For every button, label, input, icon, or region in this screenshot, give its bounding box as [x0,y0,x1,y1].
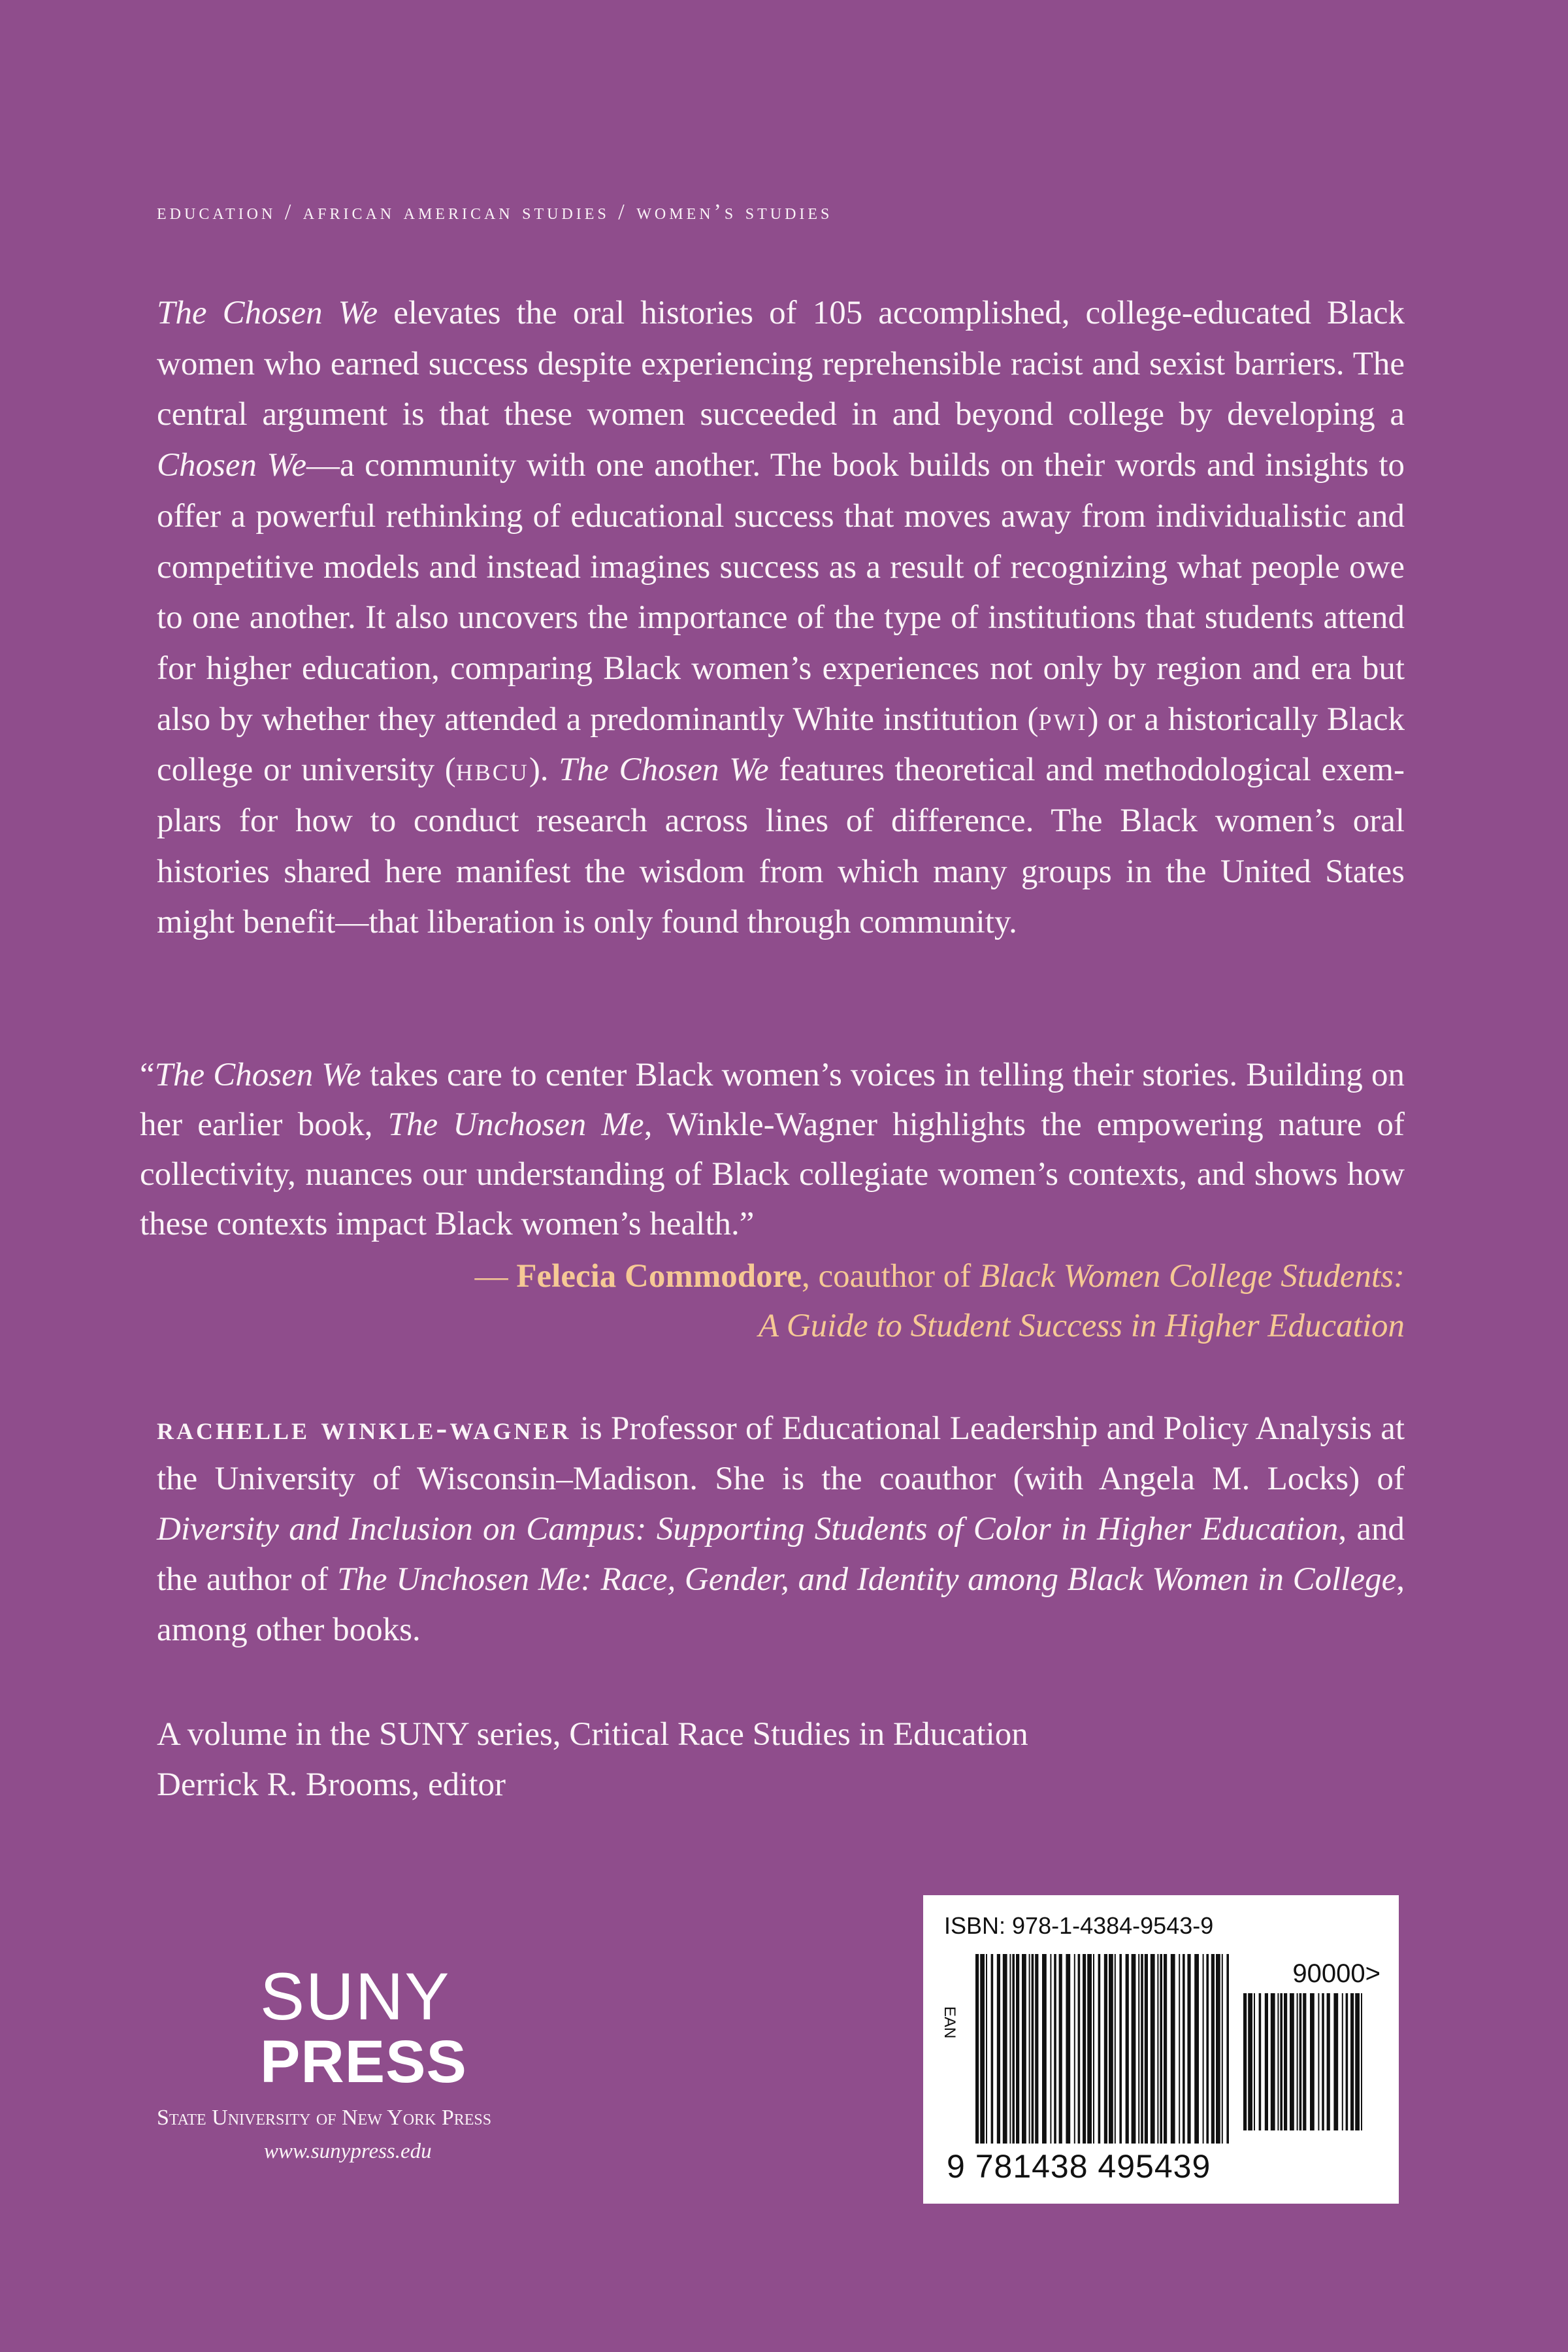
barcode-bars [975,1954,1230,2144]
barcode-bar [1284,1993,1287,2130]
barcode-bar [1187,1954,1190,2144]
barcode-bar [1243,1993,1247,2130]
barcode-bar [1054,1954,1056,2144]
barcode-bar [1355,1993,1360,2130]
barcode-bar [1171,1954,1175,2144]
endorsement-attribution: — Felecia Commodore, coauthor of Black Women College Students: A Guide to Student Success in Higher Education [474,1258,1405,1344]
book-description [157,288,1405,948]
barcode-bar [1280,1993,1282,2130]
barcode-bar [1254,1993,1255,2130]
barcode-bar [1342,1993,1343,2130]
isbn-barcode [923,1895,1399,2204]
barcode-bar [1119,1954,1122,2144]
barcode-addon-bars [1243,1993,1367,2130]
author-name: rachelle winkle-wagner [157,1410,572,1447]
barcode-bar [1318,1993,1319,2130]
barcode-bar [1145,1954,1148,2144]
barcode-bar [1271,1993,1275,2130]
barcode-bar [1087,1954,1092,2144]
barcode-bar [1157,1954,1158,2144]
barcode-bar [1138,1954,1139,2144]
barcode-bar [1310,1993,1315,2130]
publisher-url: www.sunypress.edu [264,2140,432,2163]
barcode-bar [1226,1954,1229,2144]
barcode-bar [1206,1954,1209,2144]
barcode-bar [1032,1954,1034,2144]
barcode-bar [1066,1954,1070,2144]
barcode-bar [1259,1993,1262,2130]
barcode-bar [1016,1954,1019,2144]
barcode-bar [1126,1954,1129,2144]
description-paragraph: The Chosen We elevates the oral histories of 105 accomplished, college-educated Black women who earned success despite experiencing reprehensible racist and sexist barriers. The central argument is that these women succeeded in and beyond college by developing a Chosen We—a community with one another. The book builds on their words and insights to offer a powerful rethinking of educational success that moves away from individualistic and competitive models and instead imagines success as a result of recognizing what people owe to one another. It also uncovers the importance of the type of institutions that students attend for higher education, comparing Black women’s experiences not only by region and era but also by whether they attended a predominantly White institution (pwi) or a historically Black college or university (hbcu). The Chosen We features theoretical and methodological exemplars for how to conduct research across lines of difference. The Black women’s oral histories shared here manifest the wisdom from which many groups in the United States might benefit—that liberation is only found through community. [157,295,1405,941]
book-title: The Chosen We [157,295,378,331]
barcode-bar [1098,1954,1101,2144]
barcode-bar [1074,1954,1075,2144]
barcode-bar [1277,1993,1279,2130]
barcode-bar [1083,1954,1086,2144]
barcode-bar [1042,1954,1047,2144]
barcode-bar [1003,1954,1007,2144]
barcode-bar [1115,1954,1116,2144]
barcode-bar [1194,1954,1199,2144]
barcode-bar [1109,1954,1113,2144]
barcode-bar [1029,1954,1030,2144]
barcode-bar [1179,1954,1180,2144]
barcode-bar [1035,1954,1038,2144]
barcode-bar [1203,1954,1204,2144]
isbn-label: ISBN: 978-1-4384-9543-9 [944,1912,1214,1939]
barcode-bar [1009,1954,1011,2144]
barcode-bar [1327,1993,1330,2130]
barcode-bar [1333,1993,1338,2130]
suny-press-logo: SUNY PRESS [260,1959,467,2095]
barcode-bar [997,1954,1000,2144]
barcode-bar [1132,1954,1136,2144]
barcode-bar [1050,1954,1051,2144]
barcode-bar [1222,1954,1223,2144]
barcode-bar [1093,1954,1094,2144]
barcode-bar [1361,1993,1362,2130]
author-bio: rachelle winkle-wagner is Professor of Educational Leadership and Policy Analysis at the University of Wisconsin–Madison. She is the coauthor (with Angela M. Locks) of Diversity and Inclusion on Campus: Supporting Students of Color in Higher Education, and the author of The Unchosen Me: Race, Gender, and Identity among Black Women in College, among other books. [157,1410,1405,1648]
barcode-bar [986,1954,987,2144]
price-code: 90000> [1292,1959,1380,1988]
barcode-bar [1104,1954,1107,2144]
barcode-bar [1350,1993,1354,2130]
barcode-bar [1303,1993,1306,2130]
barcode-bar [1265,1993,1268,2130]
barcode-bar [1248,1993,1252,2130]
barcode-bar [1216,1954,1220,2144]
barcode-bar [1299,1993,1302,2130]
barcode-bar [980,1954,985,2144]
barcode-bar [1141,1954,1143,2144]
subject-categories: education / african american studies / women’s studies [157,200,833,224]
barcode-bar [1211,1954,1215,2144]
barcode-bar [1078,1954,1081,2144]
barcode-bar [1183,1954,1185,2144]
ean-label: EAN [941,2006,958,2039]
barcode-bar [1151,1954,1155,2144]
barcode-bar [1022,1954,1026,2144]
barcode-bar [1297,1993,1298,2130]
barcode-bar [1164,1954,1167,2144]
barcode-bar [991,1954,994,2144]
endorser-name: Felecia Commodore [516,1258,802,1295]
endorsement-quote: “The Chosen We takes care to center Black women’s voices in telling their stories. Building on her earlier book, The Unchosen Me, Winkle-Wagner highlights the empowering nature of collectivity, nuances our understanding of Black collegiate women’s contexts, and shows how these contexts impact Black women’s health.” [140,1057,1405,1242]
publisher-name: State University of New York Press [157,2106,492,2130]
barcode-bar [1322,1993,1324,2130]
barcode-bar [975,1954,979,2144]
barcode-digits: 9 781438 495439 [947,2148,1211,2185]
barcode-bar [1059,1954,1062,2144]
barcode-bar [1012,1954,1015,2144]
barcode-bar [1160,1954,1162,2144]
series-info: A volume in the SUNY series, Critical Race Studies in Education Derrick R. Brooms, editor [157,1716,1028,1803]
barcode-bar [1346,1993,1348,2130]
barcode-bar [1290,1993,1294,2130]
